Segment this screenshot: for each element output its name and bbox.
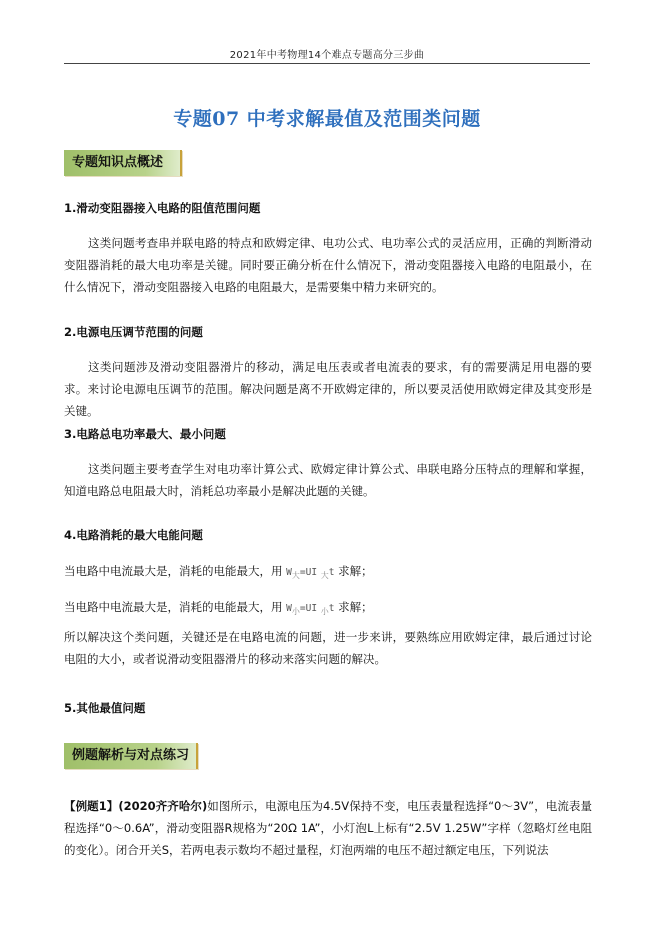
running-header: 2021年中考物理14个难点专题高分三步曲 [229,50,425,61]
section-paragraph-1: 这类问题考查串并联电路的特点和欧姆定律、电功公式、电功率公式的灵活应用，正确的判断滑动变阻器消耗的最大电功率是关键。同时要正确分析在什么情况下，滑动变阻器接入电路的电阻最小，在什么情况下，滑动变阻器接入电路的电阻最大，是需要集中精力来研究的。 [64,236,592,294]
section-heading-5: 5.其他最值问题 [64,701,146,715]
formula-sub-min-2: 小 [320,607,329,616]
section-banner-examples: 例题解析与对点练习 [64,743,198,769]
header-rule [64,63,590,64]
formula-line-max-pre: 当电路中电流最大是，消耗的电能最大，用 [64,564,283,578]
section-banner-overview: 专题知识点概述 [64,150,182,176]
formula-t: t [328,567,335,578]
formula-sub-max-2: 大 [320,571,329,580]
section-heading-1: 1.滑动变阻器接入电路的阻值范围问题 [64,201,261,215]
formula-line-min-post: 求解； [338,600,373,614]
formula-ui: =UI [299,603,318,614]
formula-w: W [286,567,292,578]
formula-line-max-post: 求解； [338,564,373,578]
formula-line-max [64,563,373,581]
section-paragraph-2: 这类问题涉及滑动变阻器滑片的移动，满足电压表或者电流表的要求，有的需要满足用电器的要求。来讨论电源电压调节的范围。解决问题是离不开欧姆定律的，所以要灵活使用欧姆定律及其变形是关键。 [64,360,592,418]
formula-line-min-pre: 当电路中电流最大是，消耗的电能最大，用 [64,600,283,614]
formula-t: t [328,603,335,614]
example-text: 如图所示，电源电压为4.5V保持不变，电压表量程选择“0～3V”，电流表量程选择“0～0.6A”，滑动变阻器R规格为“20Ω 1A”，小灯泡L上标有“2.5V 1.25W”字样（忽略灯丝电阻的变化）。闭合开关S，若两电表示数均不超过量程，灯泡两端的电压不超过额定电压，下列说法 [64,799,592,857]
section-heading-3: 3.电路总电功率最大、最小问题 [64,427,226,441]
document-title: 专题07 中考求解最值及范围类问题 [173,108,481,130]
formula-w: W [286,603,292,614]
formula-line-min [64,599,373,617]
example-tag: 【例题1】(2020齐齐哈尔) [64,799,208,813]
formula-ui: =UI [299,567,318,578]
section-heading-4: 4.电路消耗的最大电能问题 [64,528,203,542]
section-heading-2: 2.电源电压调节范围的问题 [64,325,203,339]
formula-sub-max-1: 大 [291,571,300,580]
section-paragraph-4: 所以解决这个类问题，关键还是在电路电流的问题，进一步来讲，要熟练应用欧姆定律，最后通过讨论电阻的大小，或者说滑动变阻器滑片的移动来落实问题的解决。 [64,630,592,666]
formula-sub-min-1: 小 [291,607,300,616]
example-paragraph [64,795,592,861]
section-paragraph-3: 这类问题主要考查学生对电功率计算公式、欧姆定律计算公式、串联电路分压特点的理解和掌握，知道电路总电阻最大时，消耗总功率最小是解决此题的关键。 [64,462,592,498]
